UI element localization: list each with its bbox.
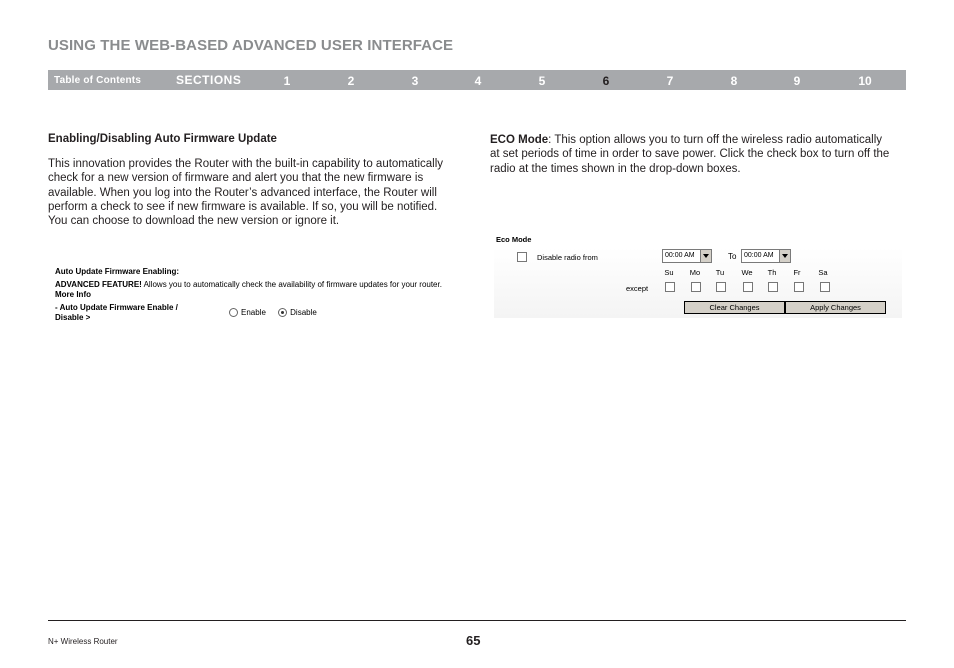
day-checkbox-sa[interactable] (820, 282, 830, 292)
section-link-3[interactable]: 3 (411, 74, 419, 88)
section-link-1[interactable]: 1 (283, 74, 291, 88)
from-time-select[interactable] (662, 249, 712, 263)
disable-label: Disable (290, 308, 317, 318)
enable-label: Enable (241, 308, 266, 318)
section-link-6[interactable]: 6 (602, 74, 610, 88)
footer-product-name: N+ Wireless Router (48, 637, 118, 646)
auto-update-options (229, 308, 327, 317)
day-label-we: We (741, 268, 753, 277)
firmware-heading: Enabling/Disabling Auto Firmware Update (48, 133, 277, 145)
section-link-4[interactable]: 4 (474, 74, 482, 88)
day-checkbox-we[interactable] (743, 282, 753, 292)
right-column (490, 133, 890, 176)
apply-changes-button[interactable]: Apply Changes (785, 301, 886, 314)
day-label-sa: Sa (818, 268, 828, 277)
day-checkbox-fr[interactable] (794, 282, 804, 292)
page-header-title: USING THE WEB-BASED ADVANCED USER INTERFACE (48, 37, 454, 54)
auto-update-toggle-label (55, 303, 178, 323)
firmware-paragraph: This innovation provides the Router with the built-in capability to automatically check for a new version of firmware and alert you that the new firmware is available. When you log into the Router’s advanced interface, the Router will perform a check to see if new firmware is available. If so, you will be notified. You can choose to download the new version or ignore it. (48, 158, 444, 228)
day-checkbox-su[interactable] (665, 282, 675, 292)
to-label: To (728, 252, 737, 261)
disable-radio[interactable] (278, 308, 287, 317)
footer-divider (48, 620, 906, 621)
eco-mode-term: ECO Mode (490, 134, 549, 146)
day-checkbox-tu[interactable] (716, 282, 726, 292)
section-link-7[interactable]: 7 (666, 74, 674, 88)
chevron-down-icon (700, 250, 711, 262)
day-label-tu: Tu (715, 268, 725, 277)
to-time-value: 00:00 AM (744, 252, 774, 259)
page-number: 65 (466, 633, 481, 648)
advanced-feature-text: Allows you to automatically check the availability of firmware updates for your router. (141, 280, 442, 289)
auto-update-toggle-label-line2: Disable > (55, 313, 91, 322)
clear-changes-button[interactable]: Clear Changes (684, 301, 785, 314)
day-label-mo: Mo (689, 268, 701, 277)
section-link-8[interactable]: 8 (730, 74, 738, 88)
to-time-select[interactable] (741, 249, 791, 263)
sections-label: SECTIONS (176, 73, 242, 87)
day-label-su: Su (664, 268, 674, 277)
section-link-9[interactable]: 9 (793, 74, 801, 88)
day-label-fr: Fr (793, 268, 801, 277)
section-link-10[interactable]: 10 (858, 74, 872, 88)
advanced-feature-label: ADVANCED FEATURE! (55, 280, 142, 289)
disable-radio-label: Disable radio from (537, 253, 598, 262)
section-link-5[interactable]: 5 (538, 74, 546, 88)
from-time-value: 00:00 AM (665, 252, 695, 259)
auto-update-toggle-label-line1: - Auto Update Firmware Enable / (55, 303, 178, 312)
eco-panel-title: Eco Mode (496, 235, 532, 244)
eco-paragraph (490, 133, 890, 176)
day-checkbox-mo[interactable] (691, 282, 701, 292)
more-info-link[interactable]: More Info (55, 290, 91, 299)
day-label-th: Th (767, 268, 777, 277)
eco-description: : This option allows you to turn off the wireless radio automatically at set periods of time in order to save power. Click the check box to turn off the radio at the times shown in the drop-down boxes. (490, 134, 890, 175)
chevron-down-icon (779, 250, 790, 262)
section-link-2[interactable]: 2 (347, 74, 355, 88)
enable-radio[interactable] (229, 308, 238, 317)
day-checkbox-th[interactable] (768, 282, 778, 292)
firmware-panel-description (55, 280, 455, 300)
firmware-panel-title: Auto Update Firmware Enabling: (55, 267, 180, 276)
except-label: except (626, 284, 649, 293)
firmware-settings-screenshot (53, 262, 442, 334)
left-column (48, 133, 458, 228)
eco-mode-screenshot (494, 232, 902, 320)
table-of-contents-link[interactable]: Table of Contents (54, 75, 142, 86)
disable-radio-checkbox[interactable] (517, 252, 527, 262)
section-nav-bar (48, 70, 906, 90)
